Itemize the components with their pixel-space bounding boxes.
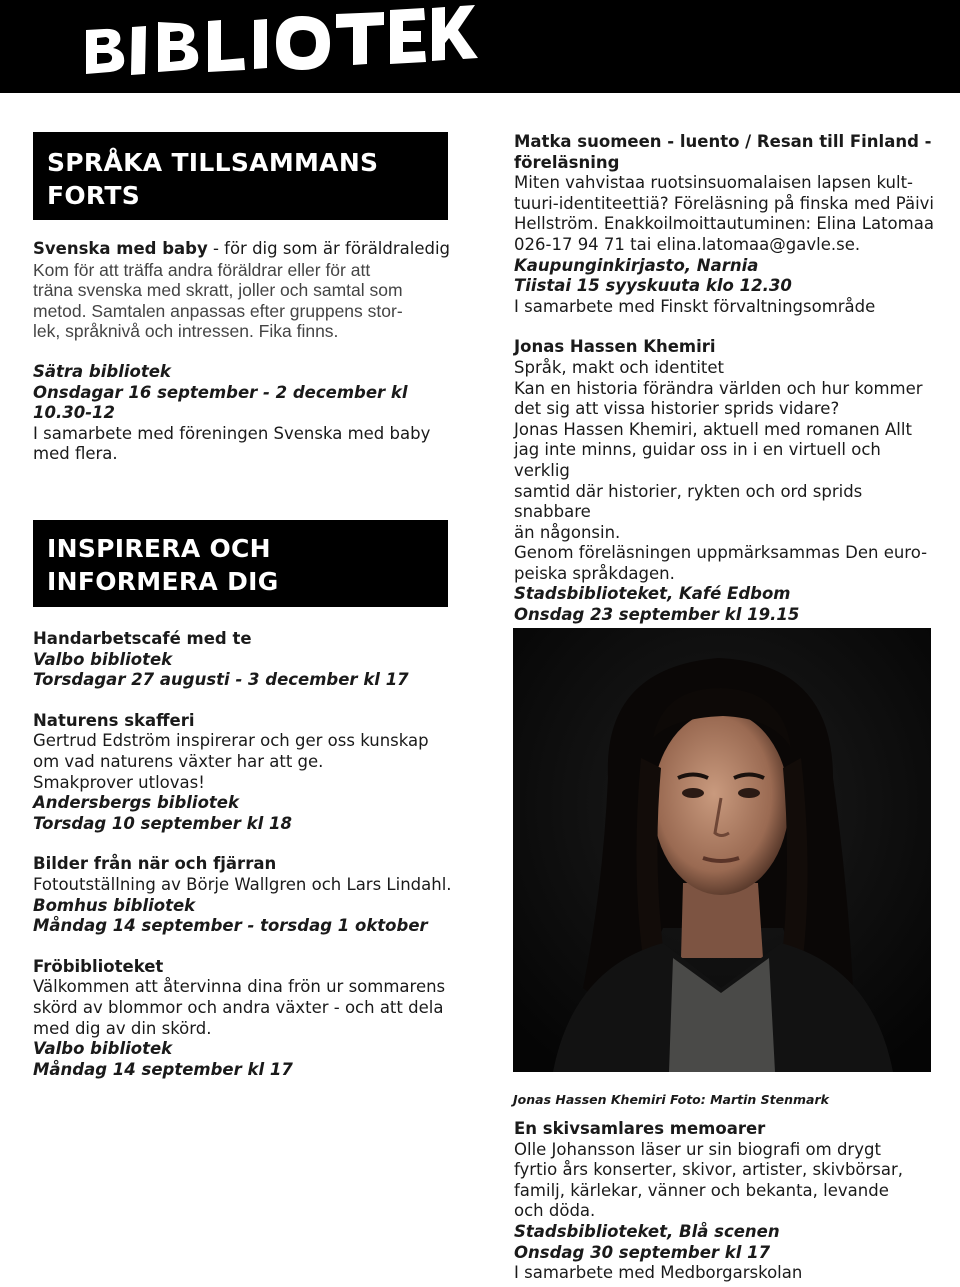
event-desc: lek, språknivå och intressen. Fika finns. — [33, 321, 339, 342]
event-time: Tiistai 15 syyskuuta klo 12.30 — [514, 276, 792, 296]
event-place: Stadsbiblioteket, Blå scenen — [514, 1221, 780, 1241]
event-time: Onsdagar 16 september - 2 december kl 10.30-12 — [33, 382, 408, 423]
event-desc: 026-17 94 71 tai elina.latomaa@gavle.se. — [514, 234, 861, 254]
heading-line: INFORMERA DIG — [47, 567, 279, 596]
event-title: Matka suomeen - luento / Resan till Finland - — [514, 132, 932, 151]
event-place: Sätra bibliotek — [33, 361, 171, 381]
event-place: Andersbergs bibliotek — [33, 793, 239, 813]
event-desc: med dig av din skörd. — [33, 1018, 212, 1038]
event-collab: med flera. — [33, 444, 118, 464]
event-time: Torsdagar 27 augusti - 3 december kl 17 — [33, 670, 409, 690]
event-time: Onsdag 30 september kl 17 — [514, 1242, 771, 1262]
event-desc: tuuri-identiteettiä? Föreläsning på finska med Päivi — [514, 193, 935, 213]
event-title: Bilder från när och fjärran — [33, 854, 277, 874]
event-desc: Genom föreläsningen uppmärksammas Den euro- — [514, 543, 928, 563]
event-desc: Olle Johansson läser ur sin biografi om drygt — [514, 1139, 881, 1159]
event-title: Jonas Hassen Khemiri — [514, 337, 716, 357]
event-desc: jag inte minns, guidar oss in i en virtuell och verklig — [514, 440, 881, 480]
event-collab: I samarbete med Finskt förvaltningsområde — [514, 296, 876, 316]
portrait-photo — [513, 628, 931, 1072]
event-matka-suomeen — [514, 132, 934, 317]
event-title: Fröbiblioteket — [33, 956, 164, 976]
event-title: En skivsamlares memoarer — [514, 1119, 766, 1138]
event-desc: Jonas Hassen Khemiri, aktuell med romanen Allt — [514, 419, 912, 439]
event-place: Valbo bibliotek — [33, 1039, 173, 1059]
event-desc: om vad naturens växter har att ge. — [33, 751, 324, 771]
event-place: Valbo bibliotek — [33, 649, 173, 669]
event-handarbetscafe — [33, 629, 473, 691]
event-title: Svenska med baby — [33, 239, 208, 258]
event-desc: Fotoutställning av Börje Wallgren och Lars Lindahl. — [33, 874, 452, 894]
event-title: Naturens skafferi — [33, 710, 195, 730]
event-desc: Smakprover utlovas! — [33, 772, 205, 792]
right-events-top — [514, 132, 934, 646]
event-desc: Kom för att träffa andra föräldrar eller för att — [33, 259, 371, 280]
section-heading-spraka — [33, 132, 448, 220]
event-skivsamlare — [514, 1119, 934, 1284]
event-time: Torsdag 10 september kl 18 — [33, 813, 292, 833]
event-desc: Välkommen att återvinna dina frön ur sommarens — [33, 977, 446, 997]
event-desc: metod. Samtalen anpassas efter gruppens stor- — [33, 300, 403, 321]
event-jonas-hassen-khemiri — [514, 337, 934, 646]
event-time: Onsdag 23 september kl 19.15 — [514, 605, 800, 625]
event-desc: skörd av blommor och andra växter - och att dela — [33, 997, 444, 1017]
event-desc: och döda. — [514, 1201, 596, 1221]
masthead — [0, 0, 960, 93]
event-desc: fyrtio års konserter, skivor, artister, skivbörsar, — [514, 1160, 904, 1180]
event-title: föreläsning — [514, 152, 620, 172]
event-title: Handarbetscafé med te — [33, 629, 252, 648]
event-collab: I samarbete med föreningen Svenska med baby — [33, 423, 431, 443]
event-desc: det sig att vissa historier sprids vidare? — [514, 399, 840, 419]
event-desc: Språk, makt och identitet — [514, 357, 725, 377]
event-collab: I samarbete med Medborgarskolan — [514, 1263, 803, 1283]
section-heading-inspirera — [33, 520, 448, 607]
event-bilder — [33, 854, 473, 936]
event-time: Måndag 14 september kl 17 — [33, 1059, 293, 1079]
event-desc: Miten vahvistaa ruotsinsuomalaisen lapsen kult- — [514, 173, 913, 193]
right-events-bottom — [514, 1119, 934, 1284]
event-frobiblioteket — [33, 957, 473, 1081]
bibliotek-logo — [0, 0, 960, 93]
event-desc: Kan en historia förändra världen och hur kommer — [514, 378, 923, 398]
event-naturens-skafferi — [33, 711, 473, 835]
event-place: Kaupunginkirjasto, Narnia — [514, 255, 759, 275]
event-desc: Hellström. Enakkoilmoittautuminen: Elina Latomaa — [514, 214, 934, 234]
event-desc: än någonsin. — [514, 522, 621, 542]
photo-caption: Jonas Hassen Khemiri Foto: Martin Stenmark — [513, 1091, 829, 1107]
event-place: Stadsbiblioteket, Kafé Edbom — [514, 584, 791, 604]
heading-line: FORTS — [47, 181, 141, 210]
heading-line: SPRÅKA TILLSAMMANS — [47, 148, 379, 177]
left-events — [33, 629, 473, 1080]
event-desc: samtid där historier, rykten och ord sprids snabbare — [514, 481, 863, 522]
event-desc: familj, kärlekar, vänner och bekanta, levande — [514, 1180, 889, 1200]
heading-line: INSPIRERA OCH — [47, 534, 271, 563]
event-desc: peiska språkdagen. — [514, 563, 675, 583]
svenska-med-baby — [33, 239, 453, 465]
event-desc: Gertrud Edström inspirerar och ger oss kunskap — [33, 731, 429, 751]
event-time: Måndag 14 september - torsdag 1 oktober — [33, 916, 428, 936]
event-place: Bomhus bibliotek — [33, 895, 196, 915]
event-subtitle: - för dig som är föräldraledig — [207, 239, 451, 258]
event-desc: träna svenska med skratt, joller och samtal som — [33, 280, 403, 301]
